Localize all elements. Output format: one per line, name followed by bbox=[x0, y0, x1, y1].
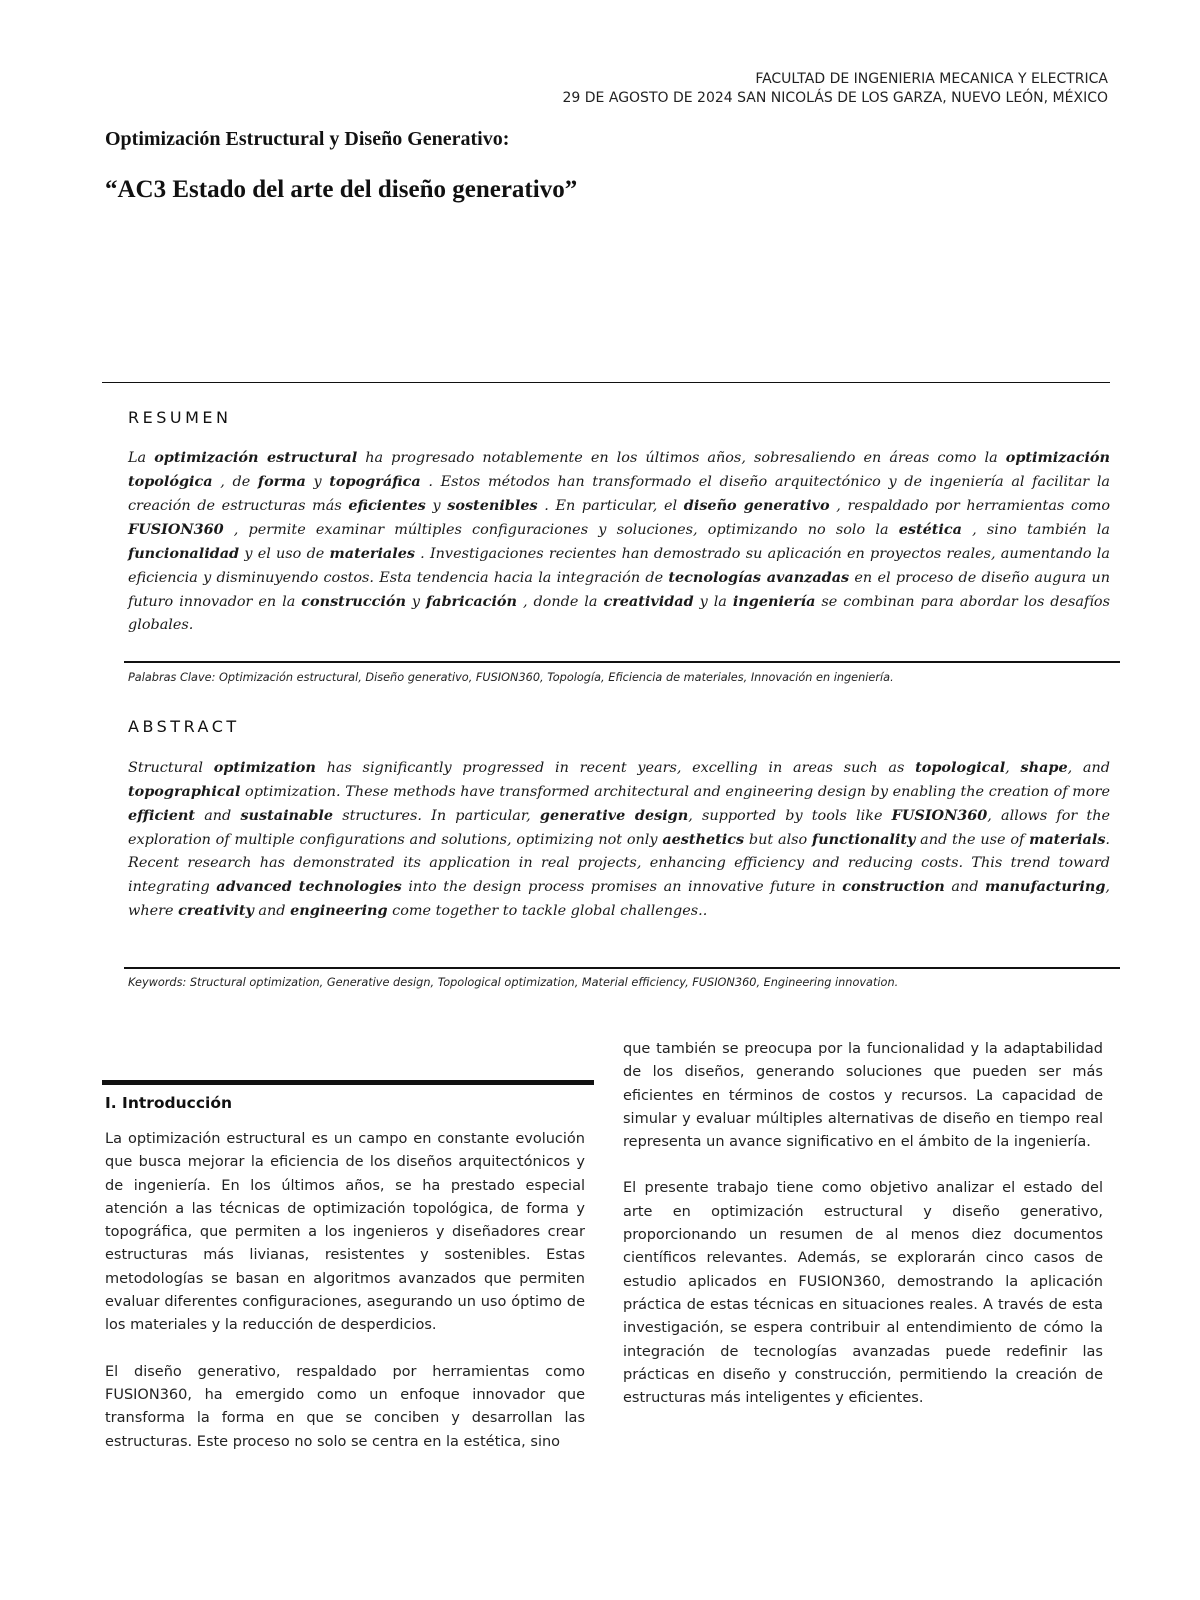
emphasized-term: engineering bbox=[290, 902, 388, 919]
emphasized-term: topográfica bbox=[329, 473, 421, 490]
text-run: ha progresado notablemente en los últimos años, sobresaliendo en áreas como la bbox=[357, 450, 1006, 466]
text-run: . En particular, el bbox=[537, 498, 684, 514]
emphasized-term: estética bbox=[898, 521, 962, 538]
text-run: and bbox=[944, 879, 985, 895]
resumen-body bbox=[128, 446, 1110, 637]
text-run: Structural bbox=[128, 760, 214, 776]
abstract-heading: ABSTRACT bbox=[128, 717, 240, 736]
emphasized-term: efficient bbox=[128, 807, 196, 824]
text-run: La bbox=[128, 450, 155, 466]
text-run: en el proceso de diseño augura un futuro innovador en la bbox=[128, 570, 1110, 610]
intro-heading: I. Introducción bbox=[105, 1094, 233, 1112]
resumen-heading: RESUMEN bbox=[128, 408, 232, 427]
text-run: into the design process promises an innovative future in bbox=[401, 879, 843, 895]
intro-paragraph: El diseño generativo, respaldado por herramientas como FUSION360, ha emergido como un enfoque innovador que transforma la forma en que se conciben y desarrollan las estructuras. Este proceso no solo se centra en la estética, sino bbox=[105, 1363, 585, 1450]
keywords-line: Keywords: Structural optimization, Generative design, Topological optimization, Material efficiency, FUSION360, Engineering innovation. bbox=[128, 976, 899, 989]
emphasized-term: generative design bbox=[539, 807, 689, 824]
intro-paragraph: que también se preocupa por la funcionalidad y la adaptabilidad de los diseños, generando soluciones que pueden ser más eficientes en términos de costos y recursos. La capacidad de simular y evaluar múltiples alternativas de diseño en tiempo real representa un avance significativo en el ámbito de la ingeniería. bbox=[623, 1041, 1103, 1151]
emphasized-term: sostenibles bbox=[447, 497, 538, 514]
text-run: structures. In particular, bbox=[333, 808, 540, 824]
text-run: , supported by tools like bbox=[688, 808, 892, 824]
emphasized-term: eficientes bbox=[348, 497, 426, 514]
emphasized-term: functionality bbox=[812, 831, 916, 848]
emphasized-term: creatividad bbox=[603, 593, 694, 610]
text-run: se combinan para abordar los desafíos globales. bbox=[128, 594, 1110, 633]
text-run: and the use of bbox=[915, 832, 1030, 848]
emphasized-term: advanced technologies bbox=[216, 878, 402, 895]
text-run: y bbox=[425, 498, 448, 514]
text-run: , bbox=[1005, 760, 1021, 776]
top-divider bbox=[102, 382, 1110, 383]
emphasized-term: sustainable bbox=[240, 807, 334, 824]
date-place: 29 DE AGOSTO DE 2024 SAN NICOLÁS DE LOS GARZA, NUEVO LEÓN, MÉXICO bbox=[562, 90, 1108, 106]
emphasized-term: optimization bbox=[213, 759, 316, 776]
emphasized-term: aesthetics bbox=[662, 831, 745, 848]
text-run: . Recent research has demonstrated its application in real projects, enhancing efficiency and reducing costs. This trend toward integrating bbox=[128, 832, 1110, 895]
text-run: , donde la bbox=[516, 594, 604, 610]
palabras-clave: Palabras Clave: Optimización estructural, Diseño generativo, FUSION360, Topología, Eficiencia de materiales, Innovación en ingeniería. bbox=[128, 671, 894, 684]
text-run: , de bbox=[212, 474, 258, 490]
text-run: come together to tackle global challenges.. bbox=[387, 903, 708, 919]
abstract-divider bbox=[124, 967, 1120, 969]
text-run: has significantly progressed in recent years, excelling in areas such as bbox=[315, 760, 916, 776]
text-run: y bbox=[305, 474, 330, 490]
text-run: , where bbox=[128, 879, 1110, 919]
intro-paragraph: El presente trabajo tiene como objetivo analizar el estado del arte en optimización estructural y diseño generativo, proporcionando un resumen de al menos diez documentos científicos relevantes. Además, se explorarán cinco casos de estudio aplicados en FUSION360, demostrando la aplicación práctica de estas técnicas en situaciones reales. A través de esta investigación, se espera contribuir al entendimiento de cómo la integración de tecnologías avanzadas puede redefinir las prácticas en diseño y construcción, permitiendo la creación de estructuras más inteligentes y eficientes. bbox=[623, 1180, 1103, 1407]
emphasized-term: forma bbox=[257, 473, 306, 490]
abstract-body bbox=[128, 756, 1110, 923]
emphasized-term: shape bbox=[1020, 759, 1068, 776]
text-run: , allows for the exploration of multiple configurations and solutions, optimizing not only bbox=[128, 808, 1110, 848]
emphasized-term: materiales bbox=[329, 545, 415, 562]
text-run: y bbox=[405, 594, 426, 610]
emphasized-term: optimización estructural bbox=[154, 449, 358, 466]
emphasized-term: diseño generativo bbox=[683, 497, 830, 514]
text-run: optimization. These methods have transformed architectural and engineering design by enabling the creation of more bbox=[240, 784, 1110, 800]
intro-right-column bbox=[623, 1038, 1103, 1433]
emphasized-term: tecnologías avanzadas bbox=[668, 569, 850, 586]
course-title: Optimización Estructural y Diseño Generativo: bbox=[105, 128, 510, 150]
page-header bbox=[563, 70, 1108, 108]
text-run: , and bbox=[1067, 760, 1110, 776]
emphasized-term: FUSION360 bbox=[891, 807, 988, 824]
intro-heading-bar bbox=[102, 1080, 594, 1085]
emphasized-term: optimización topológica bbox=[128, 449, 1110, 490]
text-run: , respaldado por herramientas como bbox=[829, 498, 1110, 514]
text-run: and bbox=[253, 903, 291, 919]
document-title: “AC3 Estado del arte del diseño generativo” bbox=[105, 176, 578, 203]
text-run: . Estos métodos han transformado el diseño arquitectónico y de ingeniería al facilitar la creación de estructuras más bbox=[128, 474, 1111, 514]
text-run: y el uso de bbox=[239, 546, 330, 562]
emphasized-term: FUSION360 bbox=[128, 521, 224, 538]
intro-paragraph: La optimización estructural es un campo en constante evolución que busca mejorar la eficiencia de los diseños arquitectónicos y de ingeniería. En los últimos años, se ha prestado especial atención a las técnicas de optimización topológica, de forma y topográfica, que permiten a los ingenieros y diseñadores crear estructuras más livianas, resistentes y sostenibles. Estas metodologías se basan en algoritmos avanzados que permiten evaluar diferentes configuraciones, asegurando un uso óptimo de los materiales y la reducción de desperdicios. bbox=[105, 1131, 585, 1334]
intro-left-column bbox=[105, 1128, 585, 1477]
text-run: . Investigaciones recientes han demostrado su aplicación en proyectos reales, aumentando la eficiencia y disminuyendo costos. Esta tendencia hacia la integración de bbox=[128, 546, 1110, 586]
emphasized-term: construcción bbox=[301, 593, 406, 610]
faculty-name: FACULTAD DE INGENIERIA MECANICA Y ELECTRICA bbox=[755, 71, 1108, 87]
text-run: , permite examinar múltiples configuraciones y soluciones, optimizando no solo la bbox=[223, 522, 899, 538]
emphasized-term: construction bbox=[842, 878, 945, 895]
emphasized-term: fabricación bbox=[425, 593, 517, 610]
resumen-divider bbox=[124, 661, 1120, 663]
text-run: and bbox=[195, 808, 241, 824]
emphasized-term: topographical bbox=[128, 783, 241, 800]
emphasized-term: creativity bbox=[178, 902, 254, 919]
text-run: but also bbox=[744, 832, 813, 848]
emphasized-term: funcionalidad bbox=[128, 545, 240, 562]
emphasized-term: materials bbox=[1029, 831, 1106, 848]
emphasized-term: ingeniería bbox=[732, 593, 816, 610]
text-run: , sino también la bbox=[961, 522, 1110, 538]
emphasized-term: manufacturing bbox=[984, 878, 1106, 895]
emphasized-term: topological bbox=[915, 759, 1006, 776]
text-run: y la bbox=[693, 594, 733, 610]
